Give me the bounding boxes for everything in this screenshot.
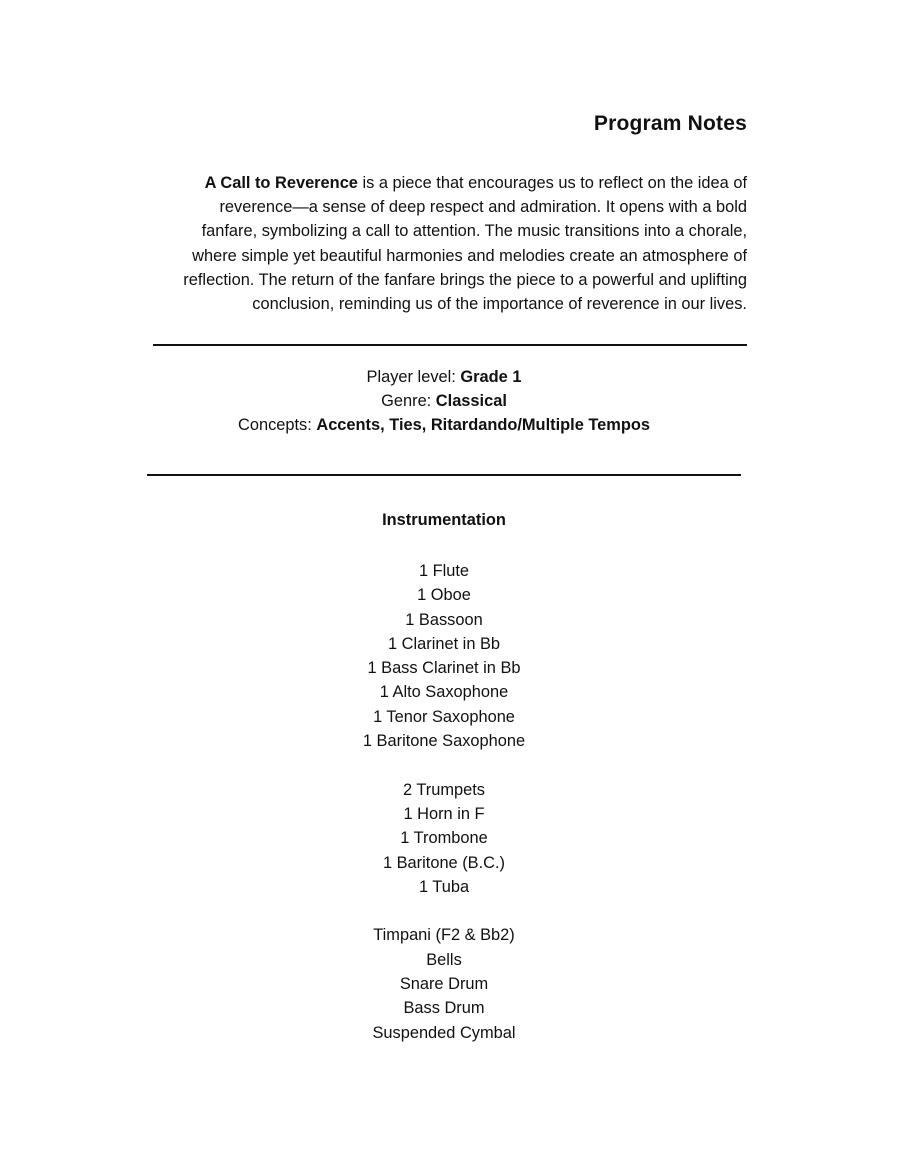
notes-line-1 — [138, 171, 747, 195]
program-notes-paragraph — [138, 171, 747, 316]
instrument-item: 1 Oboe — [417, 586, 471, 605]
instrument-item: 1 Bassoon — [405, 610, 483, 629]
genre-value: Classical — [435, 392, 507, 411]
notes-line-3: fanfare, symbolizing a call to attention. The music transitions into a chorale, — [201, 222, 747, 241]
instrument-item: 1 Flute — [418, 562, 470, 580]
notes-line-5: reflection. The return of the fanfare brings the piece to a powerful and uplifting — [183, 270, 747, 289]
piece-details — [0, 365, 888, 438]
notes-line-4: where simple yet beautiful harmonies and melodies create an atmosphere of — [192, 246, 747, 265]
woodwinds-group — [0, 559, 888, 753]
instrument-item: 1 Clarinet in Bb — [387, 634, 501, 653]
instrumentation-list — [0, 559, 888, 1069]
divider-top — [153, 344, 747, 346]
genre — [0, 389, 888, 413]
brass-group — [0, 778, 888, 899]
player-level — [0, 365, 888, 389]
instrument-item: 1 Tuba — [418, 877, 470, 896]
instrument-item: 1 Tenor Saxophone — [373, 707, 515, 726]
instrumentation-heading: Instrumentation — [382, 511, 506, 529]
piece-title: A Call to Reverence — [204, 174, 358, 192]
instrument-item: 1 Alto Saxophone — [379, 683, 509, 702]
instrument-item: Bells — [426, 950, 462, 969]
instrument-item: 1 Bass Clarinet in Bb — [367, 659, 521, 678]
instrument-item: 2 Trumpets — [403, 780, 485, 799]
genre-label: Genre: — [381, 392, 436, 411]
instrument-item: 1 Baritone Saxophone — [362, 732, 526, 751]
notes-line-2: reverence—a sense of deep respect and admiration. It opens with a bold — [219, 198, 747, 217]
notes-line-6: conclusion, reminding us of the importance of reverence in our lives. — [252, 295, 747, 314]
player-level-value: Grade 1 — [460, 368, 522, 386]
instrument-item: 1 Horn in F — [403, 804, 485, 823]
instrument-item: Snare Drum — [399, 975, 489, 994]
concepts — [0, 413, 888, 437]
percussion-group — [0, 923, 888, 1044]
divider-bottom — [147, 474, 741, 476]
concepts-label: Concepts: — [238, 416, 317, 435]
instrument-item: 1 Trombone — [400, 829, 488, 848]
concepts-value: Accents, Ties, Ritardando/Multiple Tempos — [316, 416, 650, 435]
instrument-item: Timpani (F2 & Bb2) — [373, 926, 515, 945]
player-level-label: Player level: — [366, 368, 461, 386]
instrument-item: 1 Baritone (B.C.) — [382, 853, 506, 872]
instrument-item: Suspended Cymbal — [372, 1023, 516, 1042]
notes-line-1-rest: is a piece that encourages us to reflect on the idea of — [357, 174, 747, 192]
instrument-item: Bass Drum — [403, 999, 485, 1018]
page-title: Program Notes — [593, 112, 747, 135]
